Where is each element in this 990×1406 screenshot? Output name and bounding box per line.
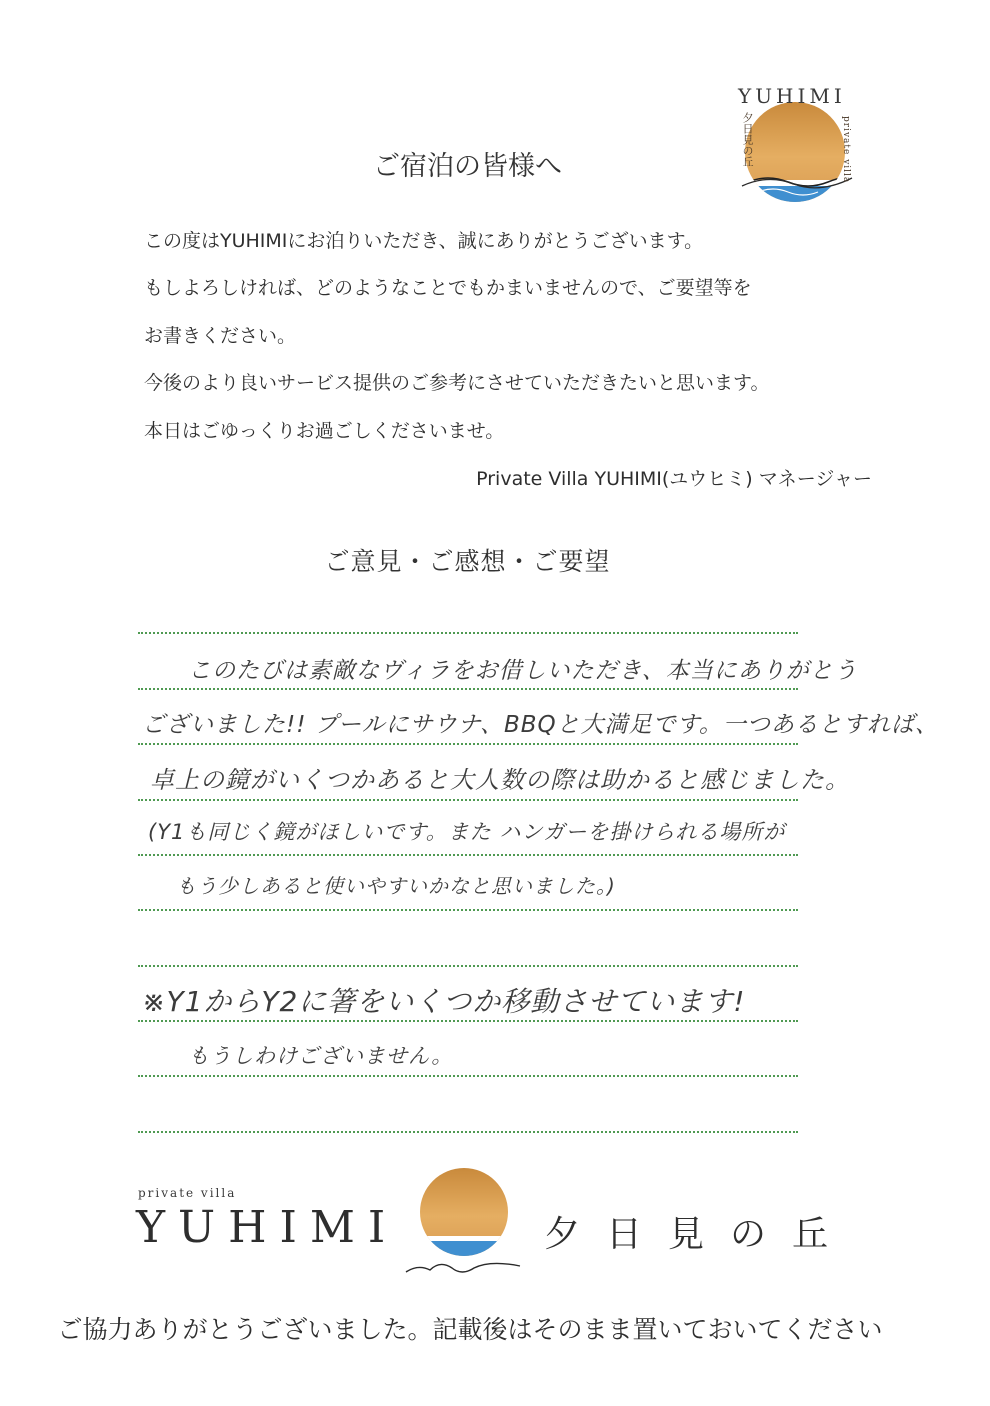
ruled-line xyxy=(138,743,798,745)
bottom-logo-brand: YUHIMI xyxy=(136,1202,399,1253)
ruled-line xyxy=(138,854,798,856)
top-logo-vertical-ja: 夕日見の丘 xyxy=(741,112,754,167)
signature: Private Villa YUHIMI(ユウヒミ) マネージャー xyxy=(476,468,872,490)
ruled-line xyxy=(138,1075,798,1077)
handwritten-line-3: 卓上の鏡がいくつかあると大人数の際は助かると感じました。 xyxy=(150,766,850,794)
sun-logo-icon xyxy=(400,1164,530,1284)
ruled-line xyxy=(138,799,798,801)
greeting-title: ご宿泊の皆様へ xyxy=(373,151,562,182)
handwritten-line-2: ございました!! プールにサウナ、BBQと大満足です。一つあるとすれば、 xyxy=(142,712,939,738)
top-logo-vertical-en: private villa xyxy=(841,116,851,184)
footer-thanks: ご協力ありがとうございました。記載後はそのまま置いておいてください xyxy=(57,1315,883,1344)
bottom-logo-ja: 夕日見の丘 xyxy=(544,1214,855,1255)
handwritten-line-4: (Y1も同じく鏡がほしいです。また ハンガーを掛けられる場所が xyxy=(148,820,786,844)
feedback-title: ご意見・ご感想・ご要望 xyxy=(324,547,611,576)
ruled-line xyxy=(138,1131,798,1133)
ruled-line xyxy=(138,632,798,634)
bottom-logo-small: private villa xyxy=(138,1186,237,1200)
handwritten-line-5: もう少しあると使いやすいかなと思いました。) xyxy=(176,874,616,898)
handwritten-line-6: ※Y1からY2に箸をいくつか移動させています! xyxy=(142,985,746,1018)
handwritten-line-1: このたびは素敵なヴィラをお借しいただき、本当にありがとう xyxy=(188,658,858,684)
greeting-line-2: もしよろしければ、どのようなことでもかまいませんので、ご要望等を xyxy=(144,277,752,299)
greeting-line-3: お書きください。 xyxy=(144,325,297,347)
ruled-line xyxy=(138,1020,798,1022)
top-logo-brand: YUHIMI xyxy=(738,84,846,108)
greeting-line-4: 今後のより良いサービス提供のご参考にさせていただきたいと思います。 xyxy=(144,372,770,394)
greeting-line-5: 本日はごゆっくりお過ごしくださいませ。 xyxy=(144,420,505,442)
ruled-line xyxy=(138,909,798,911)
ruled-line xyxy=(138,688,798,690)
ruled-line xyxy=(138,965,798,967)
greeting-line-1: この度はYUHIMIにお泊りいただき、誠にありがとうございます。 xyxy=(144,230,704,252)
handwritten-line-7: もうしわけございません。 xyxy=(188,1044,454,1068)
